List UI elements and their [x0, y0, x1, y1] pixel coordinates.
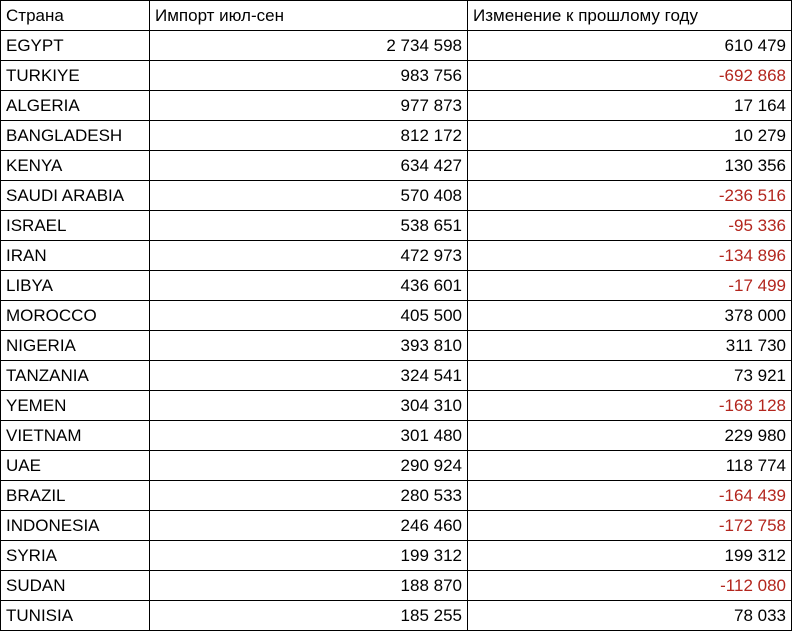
table-row — [1, 31, 792, 61]
table-row — [1, 421, 792, 451]
country-cell[interactable]: EGYPT — [1, 31, 150, 61]
table-row — [1, 91, 792, 121]
imports-cell[interactable]: 634 427 — [150, 151, 468, 181]
change-cell[interactable]: 229 980 — [468, 421, 792, 451]
header-row — [1, 1, 792, 31]
imports-cell[interactable]: 405 500 — [150, 301, 468, 331]
imports-cell[interactable]: 185 255 — [150, 601, 468, 631]
change-cell[interactable]: 610 479 — [468, 31, 792, 61]
country-cell[interactable]: UAE — [1, 451, 150, 481]
imports-cell[interactable]: 199 312 — [150, 541, 468, 571]
change-cell[interactable]: -172 758 — [468, 511, 792, 541]
country-cell[interactable]: TUNISIA — [1, 601, 150, 631]
table-row — [1, 121, 792, 151]
table-row — [1, 331, 792, 361]
imports-cell[interactable]: 324 541 — [150, 361, 468, 391]
change-cell[interactable]: 311 730 — [468, 331, 792, 361]
country-cell[interactable]: YEMEN — [1, 391, 150, 421]
change-cell[interactable]: -134 896 — [468, 241, 792, 271]
table-row — [1, 181, 792, 211]
country-cell[interactable]: KENYA — [1, 151, 150, 181]
header-change[interactable]: Изменение к прошлому году — [468, 1, 792, 31]
table-row — [1, 361, 792, 391]
country-cell[interactable]: ALGERIA — [1, 91, 150, 121]
table-row — [1, 151, 792, 181]
change-cell[interactable]: 118 774 — [468, 451, 792, 481]
imports-cell[interactable]: 393 810 — [150, 331, 468, 361]
imports-cell[interactable]: 304 310 — [150, 391, 468, 421]
change-cell[interactable]: -17 499 — [468, 271, 792, 301]
country-cell[interactable]: BRAZIL — [1, 481, 150, 511]
table-row — [1, 61, 792, 91]
country-cell[interactable]: NIGERIA — [1, 331, 150, 361]
change-cell[interactable]: -112 080 — [468, 571, 792, 601]
imports-cell[interactable]: 812 172 — [150, 121, 468, 151]
change-cell[interactable]: 378 000 — [468, 301, 792, 331]
change-cell[interactable]: 10 279 — [468, 121, 792, 151]
country-cell[interactable]: VIETNAM — [1, 421, 150, 451]
country-cell[interactable]: TANZANIA — [1, 361, 150, 391]
table-row — [1, 301, 792, 331]
country-cell[interactable]: IRAN — [1, 241, 150, 271]
change-cell[interactable]: 199 312 — [468, 541, 792, 571]
country-cell[interactable]: SYRIA — [1, 541, 150, 571]
table-row — [1, 211, 792, 241]
imports-cell[interactable]: 290 924 — [150, 451, 468, 481]
table-row — [1, 541, 792, 571]
imports-cell[interactable]: 570 408 — [150, 181, 468, 211]
table-row — [1, 481, 792, 511]
country-cell[interactable]: TURKIYE — [1, 61, 150, 91]
change-cell[interactable]: -95 336 — [468, 211, 792, 241]
imports-cell[interactable]: 301 480 — [150, 421, 468, 451]
table-row — [1, 571, 792, 601]
imports-cell[interactable]: 983 756 — [150, 61, 468, 91]
country-cell[interactable]: SAUDI ARABIA — [1, 181, 150, 211]
table-row — [1, 391, 792, 421]
country-cell[interactable]: INDONESIA — [1, 511, 150, 541]
change-cell[interactable]: 73 921 — [468, 361, 792, 391]
imports-cell[interactable]: 538 651 — [150, 211, 468, 241]
table-body — [1, 31, 792, 631]
change-cell[interactable]: -692 868 — [468, 61, 792, 91]
country-cell[interactable]: ISRAEL — [1, 211, 150, 241]
country-cell[interactable]: LIBYA — [1, 271, 150, 301]
table-row — [1, 601, 792, 631]
imports-cell[interactable]: 436 601 — [150, 271, 468, 301]
imports-cell[interactable]: 2 734 598 — [150, 31, 468, 61]
change-cell[interactable]: -168 128 — [468, 391, 792, 421]
country-cell[interactable]: MOROCCO — [1, 301, 150, 331]
table-row — [1, 511, 792, 541]
change-cell[interactable]: -164 439 — [468, 481, 792, 511]
imports-cell[interactable]: 472 973 — [150, 241, 468, 271]
imports-cell[interactable]: 280 533 — [150, 481, 468, 511]
header-country[interactable]: Страна — [1, 1, 150, 31]
imports-cell[interactable]: 246 460 — [150, 511, 468, 541]
country-cell[interactable]: SUDAN — [1, 571, 150, 601]
change-cell[interactable]: 17 164 — [468, 91, 792, 121]
table-row — [1, 271, 792, 301]
change-cell[interactable]: -236 516 — [468, 181, 792, 211]
imports-cell[interactable]: 977 873 — [150, 91, 468, 121]
change-cell[interactable]: 130 356 — [468, 151, 792, 181]
country-cell[interactable]: BANGLADESH — [1, 121, 150, 151]
header-imports[interactable]: Импорт июл-сен — [150, 1, 468, 31]
change-cell[interactable]: 78 033 — [468, 601, 792, 631]
table-row — [1, 451, 792, 481]
imports-cell[interactable]: 188 870 — [150, 571, 468, 601]
table-row — [1, 241, 792, 271]
